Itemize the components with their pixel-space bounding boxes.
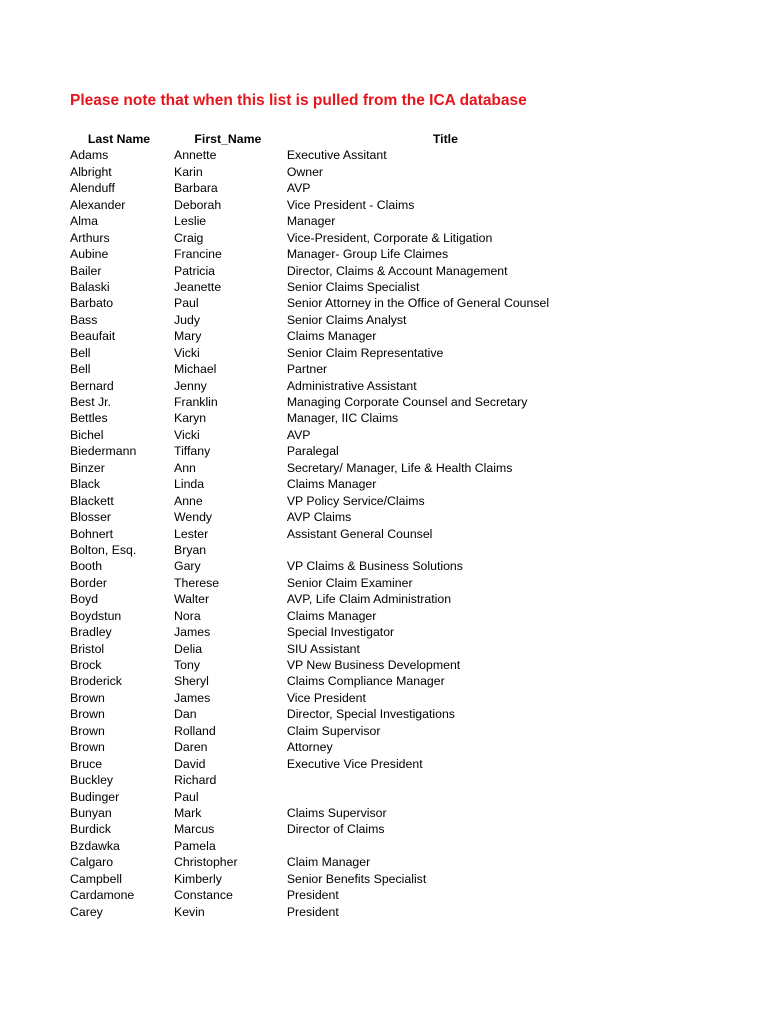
- title-cell: Manager: [286, 214, 336, 229]
- title-cell: Director, Special Investigations: [286, 707, 455, 722]
- title-cell: Claims Manager: [286, 329, 377, 344]
- last-name-cell: Bunyan: [70, 805, 112, 820]
- last-name-cell: Arthurs: [70, 230, 110, 245]
- table-row: [70, 542, 690, 558]
- first-name-cell: Jenny: [174, 378, 207, 393]
- last-name-cell: Bass: [70, 312, 98, 327]
- table-row: [70, 410, 690, 426]
- last-name-cell: Best Jr.: [70, 395, 112, 409]
- title-cell: Vice President: [286, 690, 366, 705]
- title-cell: Senior Claim Examiner: [286, 575, 413, 590]
- table-row: [70, 263, 690, 279]
- first-name-cell: Francine: [174, 247, 222, 262]
- title-cell: [287, 789, 690, 805]
- first-name-cell: Gary: [174, 559, 201, 574]
- last-name-cell: Alexander: [70, 197, 126, 212]
- table-row: [70, 739, 690, 755]
- last-name-cell: Budinger: [70, 789, 120, 804]
- table-row: [70, 279, 690, 295]
- title-cell: Senior Benefits Specialist: [286, 871, 427, 886]
- first-name-cell: Jeanette: [174, 279, 222, 294]
- title-cell: AVP: [286, 181, 311, 196]
- table-row: [70, 608, 690, 624]
- first-name-cell: Constance: [174, 888, 233, 903]
- title-cell: Director of Claims: [286, 822, 385, 837]
- last-name-cell: Brown: [70, 740, 105, 755]
- last-name-cell: Balaski: [70, 279, 110, 294]
- first-name-cell: Annette: [174, 148, 217, 163]
- contact-table-body: [70, 147, 690, 920]
- table-row: [70, 378, 690, 394]
- table-row: [70, 706, 690, 722]
- table-row: [70, 230, 690, 246]
- table-row: [70, 295, 690, 311]
- last-name-cell: Brown: [70, 723, 105, 738]
- table-row: [70, 213, 690, 229]
- title-cell: President: [286, 888, 339, 903]
- first-name-cell: Judy: [174, 312, 200, 327]
- last-name-cell: Adams: [70, 148, 109, 163]
- last-name-cell: Carey: [70, 904, 103, 919]
- title-cell: AVP: [286, 427, 311, 442]
- table-row: [70, 887, 690, 903]
- last-name-cell: Boydstun: [70, 608, 122, 623]
- table-row: [70, 821, 690, 837]
- table-row: [70, 246, 690, 262]
- table-row: [70, 460, 690, 476]
- table-row: [70, 624, 690, 640]
- last-name-cell: Booth: [70, 559, 103, 574]
- table-row: [70, 772, 690, 788]
- first-name-cell: Vicki: [174, 345, 200, 360]
- table-row: [70, 526, 690, 542]
- title-cell: [287, 772, 690, 788]
- table-row: [70, 871, 690, 887]
- last-name-cell: Bernard: [70, 378, 114, 393]
- last-name-cell: Bristol: [70, 641, 105, 656]
- first-name-cell: Barbara: [174, 181, 218, 196]
- table-row: [70, 657, 690, 673]
- table-row: [70, 147, 690, 163]
- table-row: [70, 197, 690, 213]
- first-name-cell: Deborah: [174, 197, 222, 212]
- table-row: [70, 361, 690, 377]
- last-name-cell: Cardamone: [70, 888, 135, 903]
- table-row: [70, 838, 690, 854]
- last-name-cell: Blackett: [70, 493, 114, 508]
- table-row: [70, 476, 690, 492]
- last-name-cell: Bzdawka: [70, 838, 120, 853]
- title-cell: Senior Claim Representative: [286, 345, 444, 360]
- first-name-cell: Sheryl: [174, 674, 209, 689]
- first-name-cell: Mary: [174, 329, 202, 344]
- table-row: [70, 394, 690, 410]
- first-name-cell: Karin: [174, 164, 203, 179]
- table-row: [70, 690, 690, 706]
- last-name-cell: Blosser: [70, 510, 112, 525]
- title-cell: Senior Attorney in the Office of General Counsel: [286, 296, 550, 311]
- first-name-cell: Pamela: [174, 838, 216, 853]
- table-row: [70, 443, 690, 459]
- header-row: [70, 131, 690, 147]
- last-name-cell: Calgaro: [70, 855, 114, 870]
- first-name-cell: Mark: [174, 805, 202, 820]
- title-cell: AVP Claims: [286, 510, 352, 525]
- title-cell: Partner: [286, 362, 328, 377]
- first-name-cell: James: [174, 625, 211, 640]
- title-cell: Manager, IIC Claims: [286, 411, 399, 426]
- last-name-cell: Binzer: [70, 460, 105, 475]
- last-name-cell: Broderick: [70, 674, 122, 689]
- last-name-cell: Bradley: [70, 625, 112, 640]
- first-name-cell: Tiffany: [174, 444, 211, 459]
- title-cell: Executive Assitant: [286, 148, 387, 163]
- last-name-cell: Border: [70, 575, 107, 590]
- table-row: [70, 854, 690, 870]
- title-cell: Executive Vice President: [286, 756, 423, 771]
- first-name-cell: Patricia: [174, 263, 216, 278]
- title-cell: Vice-President, Corporate & Litigation: [286, 230, 493, 245]
- first-name-cell: Anne: [174, 493, 203, 508]
- title-cell: Assistant General Counsel: [286, 526, 433, 541]
- table-row: [70, 673, 690, 689]
- first-name-cell: Kevin: [174, 904, 205, 919]
- title-cell: Secretary/ Manager, Life & Health Claims: [286, 460, 513, 475]
- database-notice: Please note that when this list is pulled from the ICA database: [70, 92, 527, 109]
- table-row: [70, 558, 690, 574]
- title-cell: SIU Assistant: [286, 641, 360, 656]
- last-name-cell: Bolton, Esq.: [70, 542, 137, 557]
- last-name-header: Last Name: [87, 132, 151, 146]
- last-name-cell: Burdick: [70, 822, 112, 837]
- table-row: [70, 312, 690, 328]
- first-name-cell: Lester: [174, 526, 209, 541]
- first-name-cell: Bryan: [174, 542, 207, 557]
- last-name-cell: Alenduff: [70, 181, 115, 196]
- first-name-cell: Vicki: [174, 427, 200, 442]
- last-name-cell: Aubine: [70, 247, 109, 262]
- table-row: [70, 345, 690, 361]
- last-name-cell: Bell: [70, 362, 91, 377]
- title-cell: Attorney: [286, 740, 333, 755]
- last-name-cell: Barbato: [70, 296, 114, 311]
- table-row: [70, 509, 690, 525]
- last-name-cell: Alma: [70, 214, 99, 229]
- title-cell: AVP, Life Claim Administration: [286, 592, 452, 607]
- title-cell: Paralegal: [286, 444, 339, 459]
- table-row: [70, 805, 690, 821]
- last-name-cell: Black: [70, 477, 101, 492]
- first-name-cell: Craig: [174, 230, 204, 245]
- title-cell: President: [286, 904, 339, 919]
- title-cell: Manager- Group Life Claimes: [286, 247, 449, 262]
- title-cell: Owner: [286, 164, 324, 179]
- first-name-cell: Christopher: [174, 855, 238, 870]
- first-name-cell: Dan: [174, 707, 197, 722]
- first-name-cell: Daren: [174, 740, 208, 755]
- first-name-cell: David: [174, 756, 206, 771]
- table-row: [70, 180, 690, 196]
- first-name-cell: Tony: [174, 658, 200, 672]
- title-cell: Director, Claims & Account Management: [286, 263, 508, 278]
- first-name-cell: Paul: [174, 789, 199, 804]
- title-cell: [287, 838, 690, 854]
- table-row: [70, 575, 690, 591]
- last-name-cell: Bichel: [70, 427, 104, 442]
- table-row: [70, 591, 690, 607]
- last-name-cell: Buckley: [70, 773, 114, 788]
- title-cell: Special Investigator: [286, 625, 395, 640]
- first-name-cell: Paul: [174, 296, 199, 311]
- table-row: [70, 427, 690, 443]
- table-row: [70, 904, 690, 920]
- table-row: [70, 493, 690, 509]
- title-header: Title: [432, 132, 458, 146]
- first-name-cell: Leslie: [174, 214, 207, 229]
- last-name-cell: Bohnert: [70, 526, 114, 541]
- title-cell: Managing Corporate Counsel and Secretary: [286, 395, 528, 409]
- title-cell: VP Policy Service/Claims: [286, 493, 425, 508]
- last-name-cell: Brown: [70, 690, 105, 705]
- first-name-cell: Therese: [174, 575, 220, 590]
- last-name-cell: Bruce: [70, 756, 103, 771]
- first-name-cell: Rolland: [174, 723, 216, 738]
- first-name-cell: Walter: [174, 592, 210, 607]
- first-name-cell: James: [174, 690, 211, 705]
- first-name-cell: Franklin: [174, 395, 218, 409]
- title-cell: Vice President - Claims: [286, 197, 415, 212]
- first-name-cell: Michael: [174, 362, 217, 377]
- title-cell: Claim Supervisor: [286, 723, 381, 738]
- title-cell: Senior Claims Specialist: [286, 279, 420, 294]
- first-name-cell: Ann: [174, 460, 196, 475]
- title-cell: Claims Manager: [286, 477, 377, 492]
- last-name-cell: Bell: [70, 345, 91, 360]
- title-cell: Claim Manager: [286, 855, 371, 870]
- first-name-cell: Nora: [174, 608, 201, 623]
- last-name-cell: Beaufait: [70, 329, 116, 344]
- title-cell: VP Claims & Business Solutions: [286, 559, 463, 574]
- first-name-header: First_Name: [194, 132, 262, 146]
- title-cell: Senior Claims Analyst: [286, 312, 407, 327]
- title-cell: Claims Manager: [286, 608, 377, 623]
- last-name-cell: Biedermann: [70, 444, 137, 459]
- title-cell: Administrative Assistant: [286, 378, 417, 393]
- table-row: [70, 723, 690, 739]
- last-name-cell: Brown: [70, 707, 105, 722]
- table-row: [70, 756, 690, 772]
- first-name-cell: Kimberly: [174, 871, 222, 886]
- last-name-cell: Boyd: [70, 592, 99, 607]
- last-name-cell: Albright: [70, 164, 112, 179]
- title-cell: VP New Business Development: [286, 658, 461, 672]
- table-row: [70, 164, 690, 180]
- contact-table: [70, 131, 690, 920]
- first-name-cell: Wendy: [174, 510, 213, 525]
- first-name-cell: Karyn: [174, 411, 207, 426]
- first-name-cell: Linda: [174, 477, 205, 492]
- title-cell: Claims Supervisor: [286, 805, 387, 820]
- table-row: [70, 641, 690, 657]
- last-name-cell: Bettles: [70, 411, 108, 426]
- title-cell: Claims Compliance Manager: [286, 674, 445, 689]
- table-row: [70, 328, 690, 344]
- table-row: [70, 789, 690, 805]
- first-name-cell: Richard: [174, 773, 217, 788]
- first-name-cell: Marcus: [174, 822, 215, 837]
- title-cell: [287, 542, 690, 558]
- last-name-cell: Brock: [70, 658, 102, 672]
- last-name-cell: Campbell: [70, 871, 122, 886]
- first-name-cell: Delia: [174, 641, 203, 656]
- last-name-cell: Bailer: [70, 263, 102, 278]
